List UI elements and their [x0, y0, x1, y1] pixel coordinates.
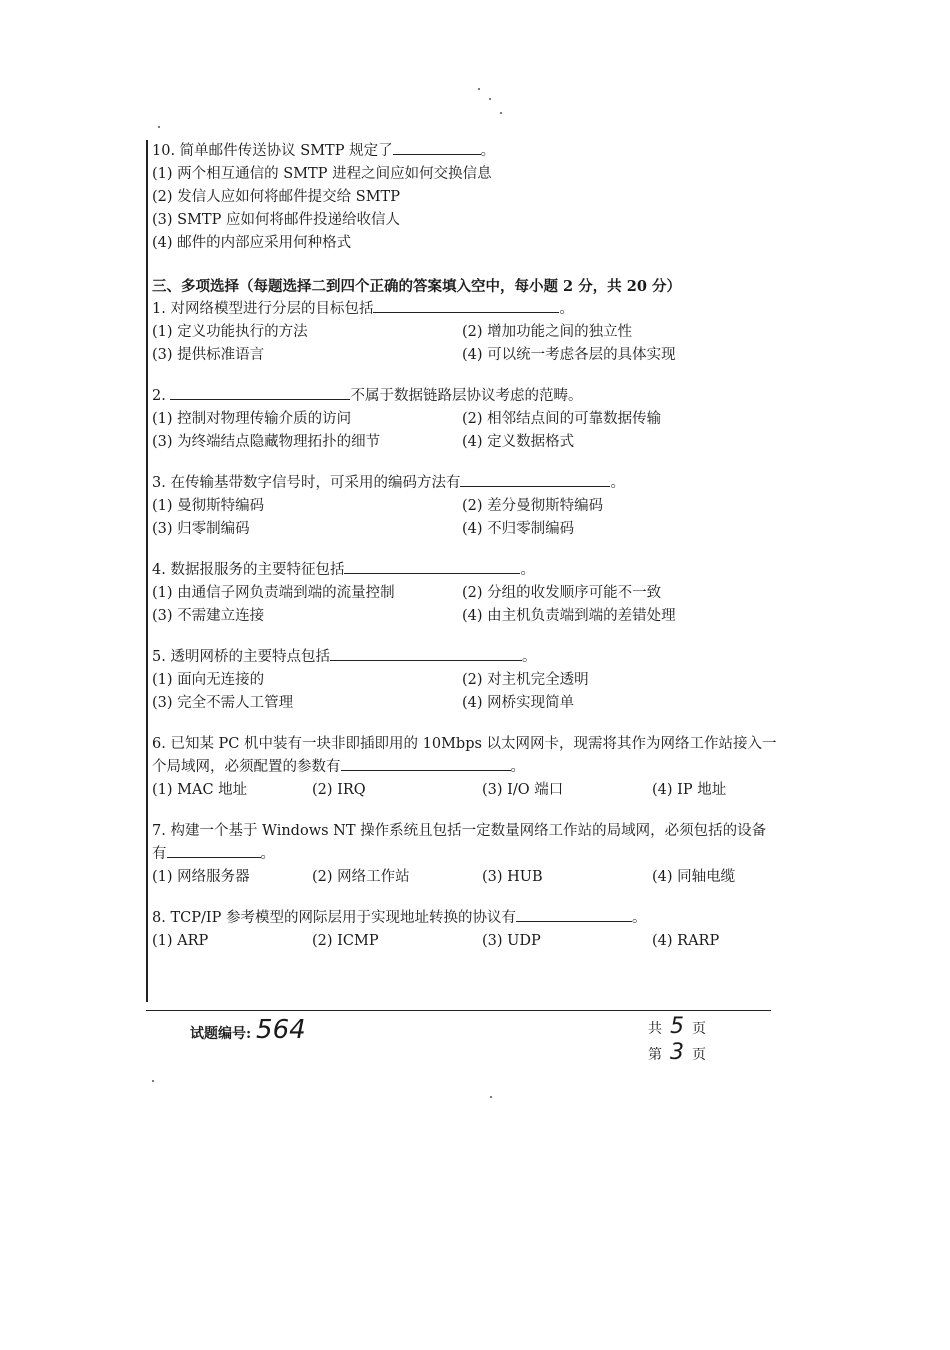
- scan-speck: [489, 98, 491, 100]
- option: (1) ARP: [152, 933, 209, 949]
- section-title: 三、多项选择（每题选择二到四个正确的答案填入空中，每小题 2 分，共 20 分）: [152, 278, 681, 295]
- option: (3) 不需建立连接: [152, 608, 265, 624]
- question-6: [152, 733, 792, 802]
- answer-blank[interactable]: [516, 907, 632, 922]
- question-body: [146, 140, 792, 1002]
- scan-speck: [152, 1080, 154, 1082]
- option: (1) 两个相互通信的 SMTP 进程之间应如何交换信息: [152, 166, 492, 182]
- question-stem: 8. TCP/IP 参考模型的网际层用于实现地址转换的协议有 。: [152, 907, 792, 930]
- option: (3) 完全不需人工管理: [152, 695, 294, 711]
- option: (1) 曼彻斯特编码: [152, 498, 265, 514]
- option: (2) 发信人应如何将邮件提交给 SMTP: [152, 189, 400, 205]
- option: (4) RARP: [652, 933, 720, 949]
- answer-blank[interactable]: [373, 298, 559, 313]
- question-4: [152, 559, 792, 628]
- question-5: [152, 646, 792, 715]
- option: (3) HUB: [482, 869, 543, 885]
- question-8: [152, 907, 792, 953]
- question-stem: 6. 已知某 PC 机中装有一块非即插即用的 10Mbps 以太网网卡，现需将其作为网络工作站接入一个局域网，必须配置的参数有 。: [152, 736, 777, 775]
- answer-blank[interactable]: [341, 756, 511, 771]
- scan-speck: [158, 126, 160, 128]
- question-stem: 10. 简单邮件传送协议 SMTP 规定了 。: [152, 140, 792, 163]
- scan-speck: [478, 88, 480, 90]
- option: (2) ICMP: [312, 933, 379, 949]
- question-stem: 1. 对网络模型进行分层的目标包括 。: [152, 298, 792, 321]
- answer-blank[interactable]: [393, 140, 481, 155]
- option: (1) MAC 地址: [152, 782, 248, 798]
- option: (2) 差分曼彻斯特编码: [462, 498, 604, 514]
- option: (4) 可以统一考虑各层的具体实现: [462, 347, 676, 363]
- option: (4) 同轴电缆: [652, 869, 736, 885]
- option: (2) 增加功能之间的独立性: [462, 324, 633, 340]
- option: (4) 网桥实现简单: [462, 695, 575, 711]
- answer-blank[interactable]: [167, 843, 261, 858]
- option: (4) 由主机负责端到端的差错处理: [462, 608, 676, 624]
- question-2: [152, 385, 792, 454]
- option: (3) 提供标准语言: [152, 347, 265, 363]
- option: (1) 面向无连接的: [152, 672, 265, 688]
- option: (1) 定义功能执行的方法: [152, 324, 308, 340]
- question-stem: 4. 数据报服务的主要特征包括 。: [152, 559, 792, 582]
- question-stem: 7. 构建一个基于 Windows NT 操作系统且包括一定数量网络工作站的局域网，必须包括的设备有 。: [152, 823, 767, 862]
- option: (4) 定义数据格式: [462, 434, 575, 450]
- answer-blank[interactable]: [330, 646, 522, 661]
- question-1: [152, 298, 792, 367]
- bottom-rule: [146, 1010, 771, 1011]
- option: (2) 分组的收发顺序可能不一致: [462, 585, 662, 601]
- option: (2) 相邻结点间的可靠数据传输: [462, 411, 662, 427]
- option: (3) SMTP 应如何将邮件投递给收信人: [152, 212, 400, 228]
- option: (1) 网络服务器: [152, 869, 250, 885]
- option: (1) 由通信子网负责端到端的流量控制: [152, 585, 395, 601]
- option: (1) 控制对物理传输介质的访问: [152, 411, 352, 427]
- page-info: [648, 1015, 706, 1067]
- option: (4) 不归零制编码: [462, 521, 575, 537]
- scan-speck: [490, 1096, 492, 1098]
- answer-blank[interactable]: [170, 385, 350, 400]
- current-page: 第 3 页: [648, 1040, 706, 1065]
- option: (4) IP 地址: [652, 782, 727, 798]
- question-stem: 5. 透明网桥的主要特点包括 。: [152, 646, 792, 669]
- exam-number-value: 564: [256, 1015, 306, 1045]
- scan-speck: [500, 112, 502, 114]
- answer-blank[interactable]: [344, 559, 520, 574]
- question-stem: 3. 在传输基带数字信号时，可采用的编码方法有 。: [152, 472, 792, 495]
- option: (3) UDP: [482, 933, 541, 949]
- question-stem: 2. 不属于数据链路层协议考虑的范畴。: [152, 385, 792, 408]
- option: (3) 归零制编码: [152, 521, 250, 537]
- option: (3) 为终端结点隐藏物理拓扑的细节: [152, 434, 381, 450]
- question-3: [152, 472, 792, 541]
- option: (2) 网络工作站: [312, 869, 410, 885]
- option: (2) IRQ: [312, 782, 366, 798]
- total-pages: 共 5 页: [648, 1014, 706, 1039]
- question-7: [152, 820, 792, 889]
- answer-blank[interactable]: [460, 472, 610, 487]
- option: (3) I/O 端口: [482, 782, 564, 798]
- question-10: [152, 140, 792, 255]
- exam-number: 试题编号: 564: [190, 1015, 306, 1045]
- option: (4) 邮件的内部应采用何种格式: [152, 235, 352, 251]
- option: (2) 对主机完全透明: [462, 672, 589, 688]
